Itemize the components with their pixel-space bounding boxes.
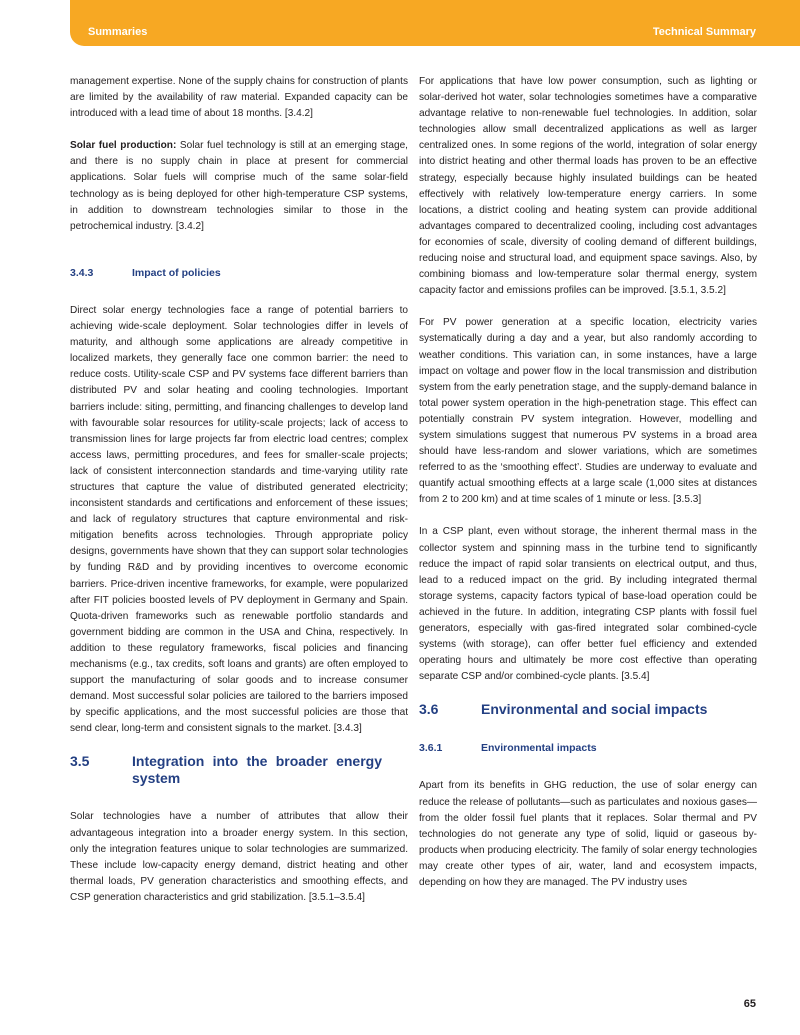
section-heading-3-5 [70, 753, 408, 787]
subsection-heading-3-6-1 [419, 740, 757, 756]
paragraph: For applications that have low power consumption, such as lighting or solar-derived hot water, solar technologies sometimes have a comparative advantage relative to non-renewable fuel technologies. In addition, solar technologies allow small decentralized applications as well as larger centralized ones. In some regions of the world, integration of solar energy into district heating and other thermal loads has proven to be an effective strategy, especially because highly insulated buildings can be heated effectively with relatively low-temperature energy carriers. In some locations, a district cooling and heating system can provide additional advantages compared to decentralized cooling, including cost advantages for economies of scale, diversity of cooling demand of different buildings, reducing noise and structural load, and equipment space savings. Also, by combining biomass and low-temperature solar thermal energy, system capacity factor and emissions profiles can be improved. [3.5.1, 3.5.2] [419, 76, 757, 297]
header-section-label: Summaries [88, 26, 148, 38]
paragraph: Solar technologies have a number of attributes that allow their advantageous integration into a broader energy system. In this section, only the integration features unique to solar technologies are summarized. These include low-capacity energy demand, district heating and other thermal loads, PV generation characteristics and smoothing effects, and CSP generation characteristics and grid stabilization. [3.5.1–3.5.4] [70, 811, 408, 903]
header-document-title: Technical Summary [652, 26, 756, 38]
paragraph: For PV power generation at a specific location, electricity varies systematically during a day and a year, but also randomly according to weather conditions. This variation can, in some instances, have a large impact on voltage and power flow in the local transmission and distribution system from the early penetration stage, and the supply-demand balance in total power system operation in the high-penetration stage. This effect can potentially constrain PV system integration. However, modelling and system simulations suggest that numerous PV systems in a broad area should have less-random and slower variations, which are sometimes referred to as the ‘smoothing effect’. Studies are underway to evaluate and quantify actual smoothing effects at a large scale (1,000 sites at distances from 2 to 200 km) and at time scales of 1 minute or less. [3.5.3] [419, 317, 757, 506]
page-number: 65 [743, 998, 756, 1010]
heading-title: Environmental impacts [481, 742, 597, 755]
header-band [70, 0, 800, 46]
left-column [70, 74, 408, 922]
paragraph-body: Solar fuel technology is still at an emerging stage, and there is no supply chain in place at present for commercial applications. Solar fuels will comprise much of the same solar-field technology as is being deployed for other high-temperature CSP systems, in addition to downstream technologies similar to those in the petrochemical industry. [3.4.2] [70, 140, 408, 232]
heading-title: Environmental and social impacts [481, 701, 708, 718]
heading-title: Integration into the broader energy system [132, 753, 382, 787]
paragraph-lead: Solar fuel production: [70, 140, 177, 152]
heading-number: 3.6.1 [419, 742, 443, 755]
right-column [419, 74, 757, 907]
section-heading-3-6 [419, 701, 757, 718]
paragraph: In a CSP plant, even without storage, the inherent thermal mass in the collector system and spinning mass in the turbine tend to significantly reduce the impact of rapid solar transients on electrical output, and thus, lead to a reduced impact on the grid. By including integrated thermal storage systems, capacity factors typical of base-load operation could be achieved in the future. In addition, integrating CSP plants with fossil fuel generators, especially with gas-fired integrated solar combined-cycle systems (with storage), can offer better fuel efficiency and extended operating hours and ultimately be more cost effective than operating separate CSP and/or combined-cycle plants. [3.5.4] [419, 526, 757, 683]
paragraph: Direct solar energy technologies face a range of potential barriers to achieving wide-scale deployment. Solar technologies differ in levels of maturity, and although some applications are already competitive in localized markets, they generally face one common barrier: the need to reduce costs. Utility-scale CSP and PV systems face different barriers than distributed PV and solar heating and cooling technologies. Important barriers include: siting, permitting, and financing challenges to develop land with favourable solar resources for utility-scale projects; lack of access to transmission lines for large projects far from electric load centres; complex access laws, permitting procedures, and fees for smaller-scale projects; lack of consistent interconnection standards and time-varying utility rate structures that capture the value of distributed generated electricity; inconsistent standards and certifications and enforcement of these issues; and lack of regulatory structures that capture environmental and risk-mitigation benefits across technologies. Through appropriate policy designs, governments have shown that they can support solar technologies by funding R&D and by providing incentives to overcome economic barriers. Price-driven incentive frameworks, for example, were popularized after FIT policies boosted levels of PV deployment in Germany and Spain. Quota-driven frameworks such as renewable portfolio standards and government bidding are common in the USA and China, respectively. In addition to these regulatory frameworks, fiscal policies and financing mechanisms (e.g., tax credits, soft loans and grants) are often employed to support the manufacturing of solar goods and to increase consumer demand. Most successful solar policies are tailored to the barriers imposed by specific applications, and the most successful policies are those that send clear, long-term and consistent signals to the market. [3.4.3] [70, 304, 408, 735]
subsection-heading-3-4-3 [70, 265, 408, 281]
paragraph: management expertise. None of the supply chains for construction of plants are limited by the availability of raw material. Expanded capacity can be introduced with a lead time of about 18 months. [3.4.2] [70, 76, 408, 120]
heading-number: 3.6 [419, 701, 439, 718]
paragraph: Apart from its benefits in GHG reduction, the use of solar energy can reduce the release of pollutants—such as particulates and noxious gases—from the older fossil fuel plants that it replaces. Solar thermal and PV technologies do not generate any type of solid, liquid or gaseous by-products when producing electricity. The family of solar energy technologies may create other types of air, water, land and ecosystem impacts, depending on how they are managed. The PV industry uses [419, 780, 757, 889]
paragraph-solar-fuel [70, 138, 408, 235]
heading-number: 3.5 [70, 753, 90, 770]
heading-title: Impact of policies [132, 266, 221, 279]
heading-number: 3.4.3 [70, 266, 94, 279]
